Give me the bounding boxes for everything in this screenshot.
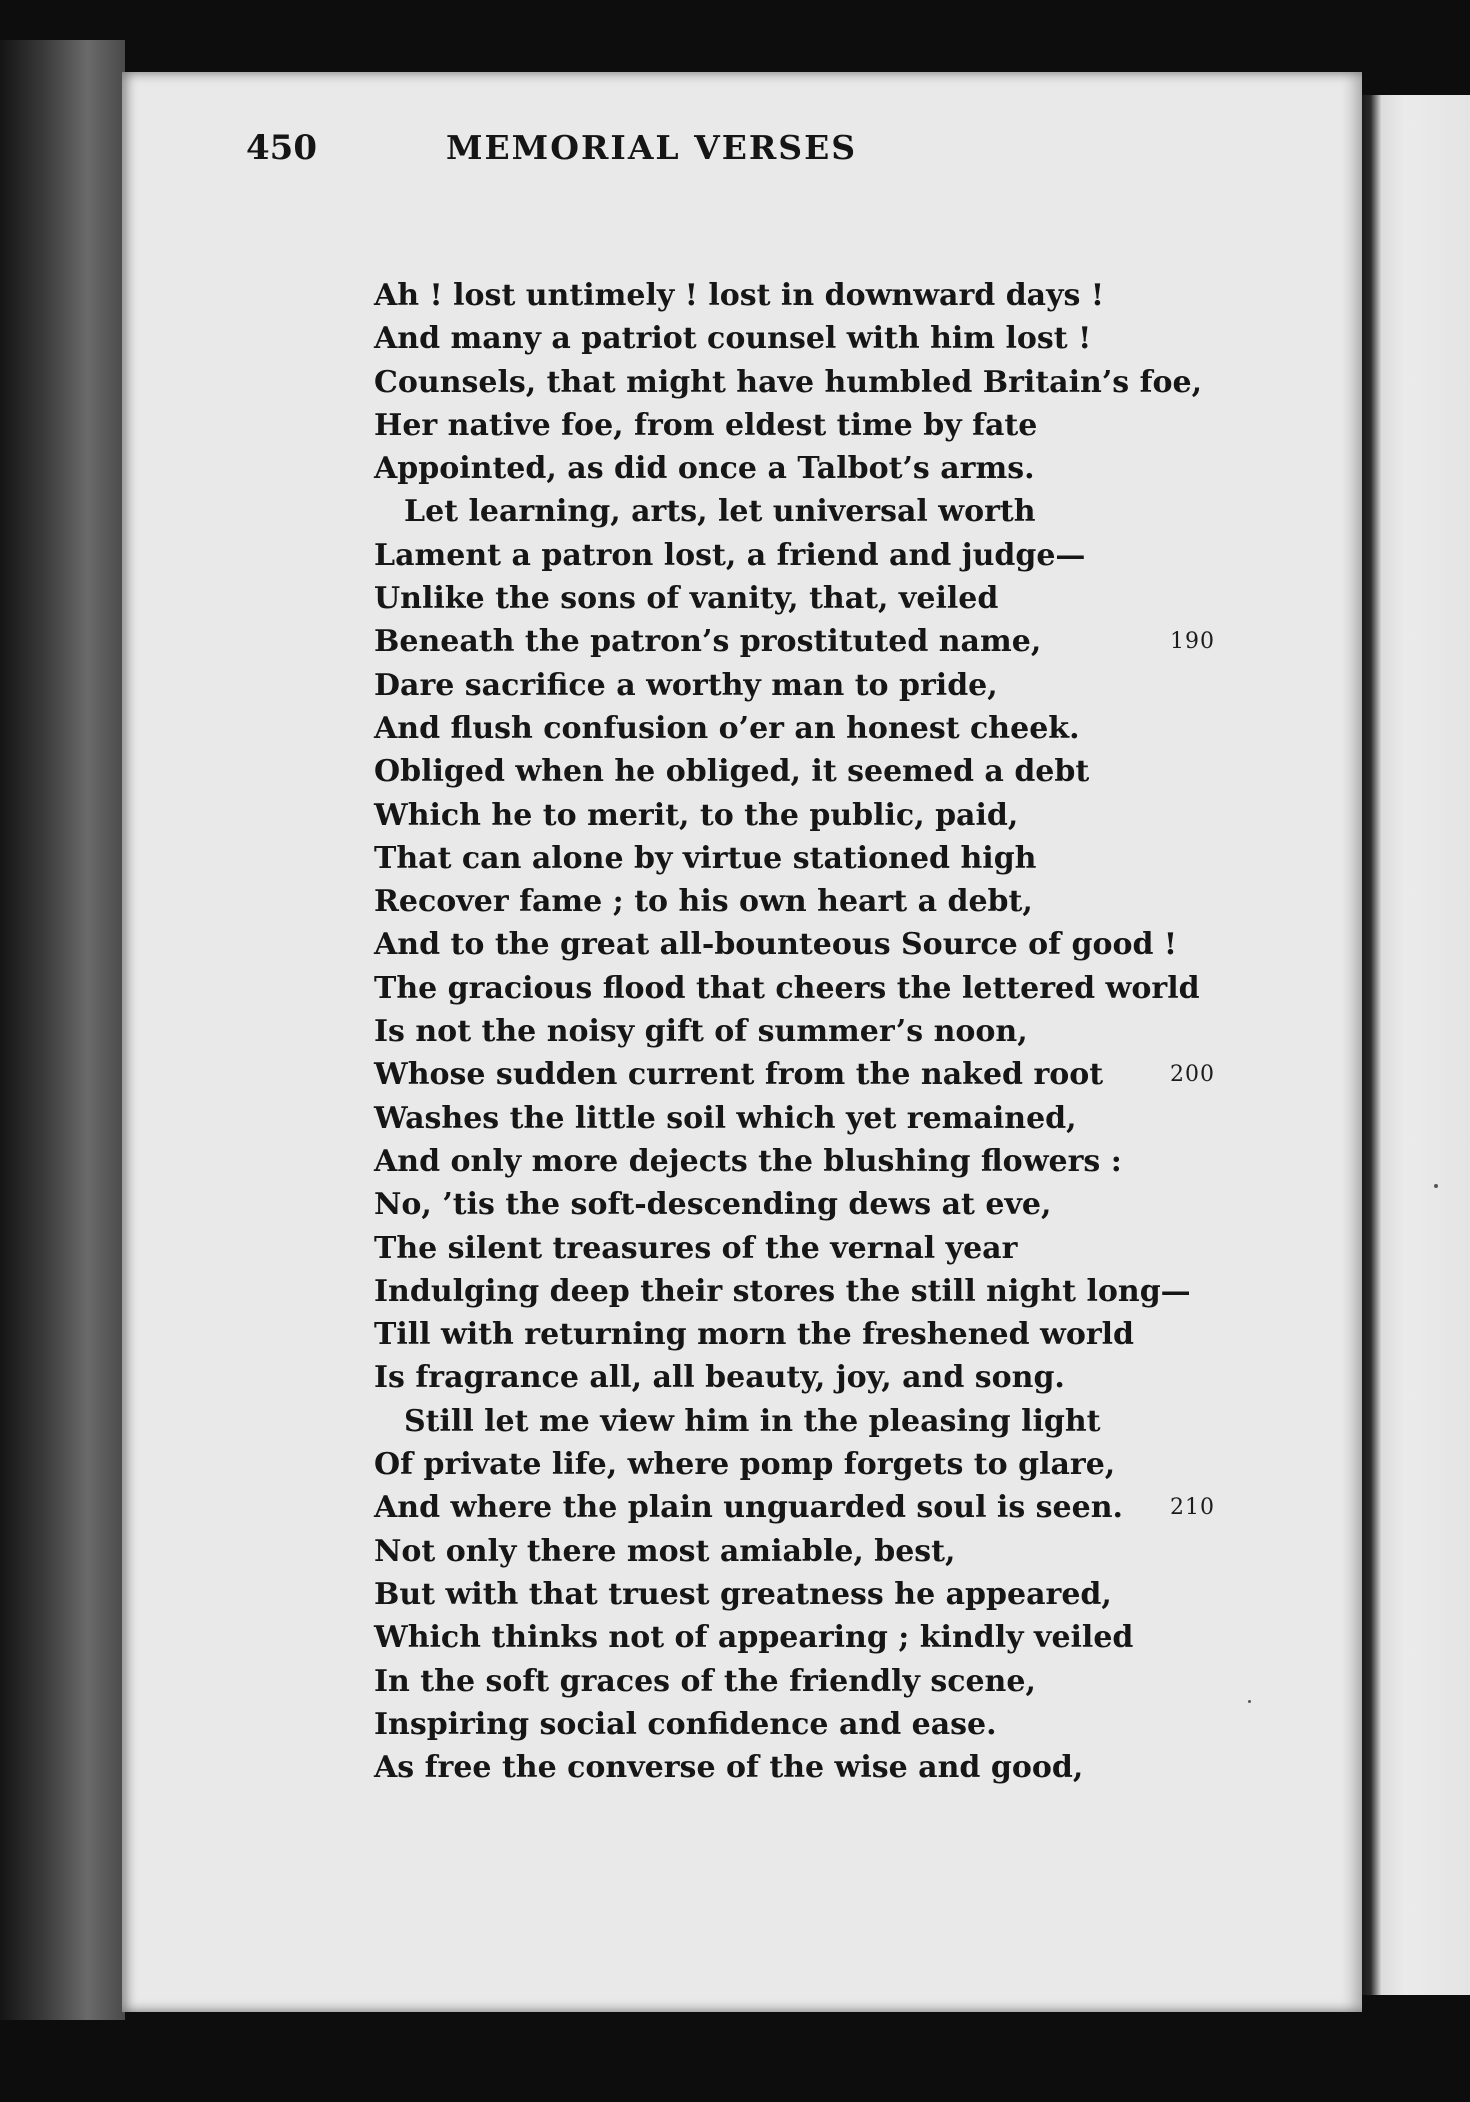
verse-line: Is not the noisy gift of summer’s noon, (374, 1014, 1028, 1050)
paper-speck (1434, 1184, 1438, 1188)
verse-line: Appointed, as did once a Talbot’s arms. (374, 451, 1035, 487)
verse-line: Her native foe, from eldest time by fate (374, 407, 1038, 443)
verse-line: Obliged when he obliged, it seemed a debt (374, 754, 1090, 790)
verse-line: And to the great all-bounteous Source of good ! (374, 927, 1178, 963)
verse-line: Which he to merit, to the public, paid, (374, 797, 1019, 833)
verse-line: Unlike the sons of vanity, that, veiled (374, 581, 999, 617)
verse-line: Still let me view him in the pleasing light (404, 1403, 1101, 1439)
page-title: MEMORIAL VERSES (446, 128, 858, 167)
verse-line: Recover fame ; to his own heart a debt, (374, 884, 1033, 920)
verse-line: Lament a patron lost, a friend and judge— (374, 537, 1086, 573)
poem-text (374, 274, 1274, 1789)
verse-line: No, ’tis the soft-descending dews at eve, (374, 1187, 1052, 1223)
verse-line: Inspiring social confidence and ease. (374, 1706, 997, 1742)
verse-line: That can alone by virtue stationed high (374, 840, 1037, 876)
verse-line: Till with returning morn the freshened world (374, 1317, 1135, 1353)
verse-line: Is fragrance all, all beauty, joy, and song. (374, 1360, 1065, 1396)
verse-line: Ah ! lost untimely ! lost in downward days ! (374, 278, 1105, 313)
book-binding-edge (0, 40, 125, 2020)
verse-line: Not only there most amiable, best, (374, 1533, 956, 1569)
verse-line: And where the plain unguarded soul is seen. 210 (374, 1486, 1274, 1529)
verse-line: But with that truest greatness he appeared, (374, 1576, 1112, 1612)
verse-line: The gracious flood that cheers the lettered world (374, 970, 1200, 1006)
verse-line: In the soft graces of the friendly scene, (374, 1663, 1036, 1699)
verse-line: Washes the little soil which yet remained, (374, 1100, 1077, 1136)
running-head (246, 128, 986, 218)
verse-line: As free the converse of the wise and good, (374, 1750, 1084, 1786)
verse-line: Whose sudden current from the naked root 200 (374, 1053, 1274, 1096)
line-number: 200 (1170, 1062, 1215, 1088)
verse-line: And flush confusion o’er an honest cheek. (374, 710, 1080, 746)
verse-line: And only more dejects the blushing flowers : (374, 1143, 1122, 1179)
verse-line: Indulging deep their stores the still night long— (374, 1273, 1191, 1309)
page-number: 450 (246, 128, 317, 168)
verse-line: And many a patriot counsel with him lost ! (374, 321, 1092, 357)
line-number: 210 (1170, 1495, 1215, 1521)
verse-line: Let learning, arts, let universal worth (404, 494, 1036, 530)
verse-line: The silent treasures of the vernal year (374, 1230, 1018, 1266)
verse-line: Dare sacrifice a worthy man to pride, (374, 667, 998, 703)
facing-page-edge (1362, 95, 1470, 1995)
verse-line: Counsels, that might have humbled Britain’s foe, (374, 364, 1203, 400)
verse-line: Beneath the patron’s prostituted name, 190 (374, 620, 1274, 663)
line-number: 190 (1170, 629, 1215, 655)
verse-line: Of private life, where pomp forgets to glare, (374, 1447, 1116, 1483)
verse-line: Which thinks not of appearing ; kindly veiled (374, 1620, 1134, 1656)
